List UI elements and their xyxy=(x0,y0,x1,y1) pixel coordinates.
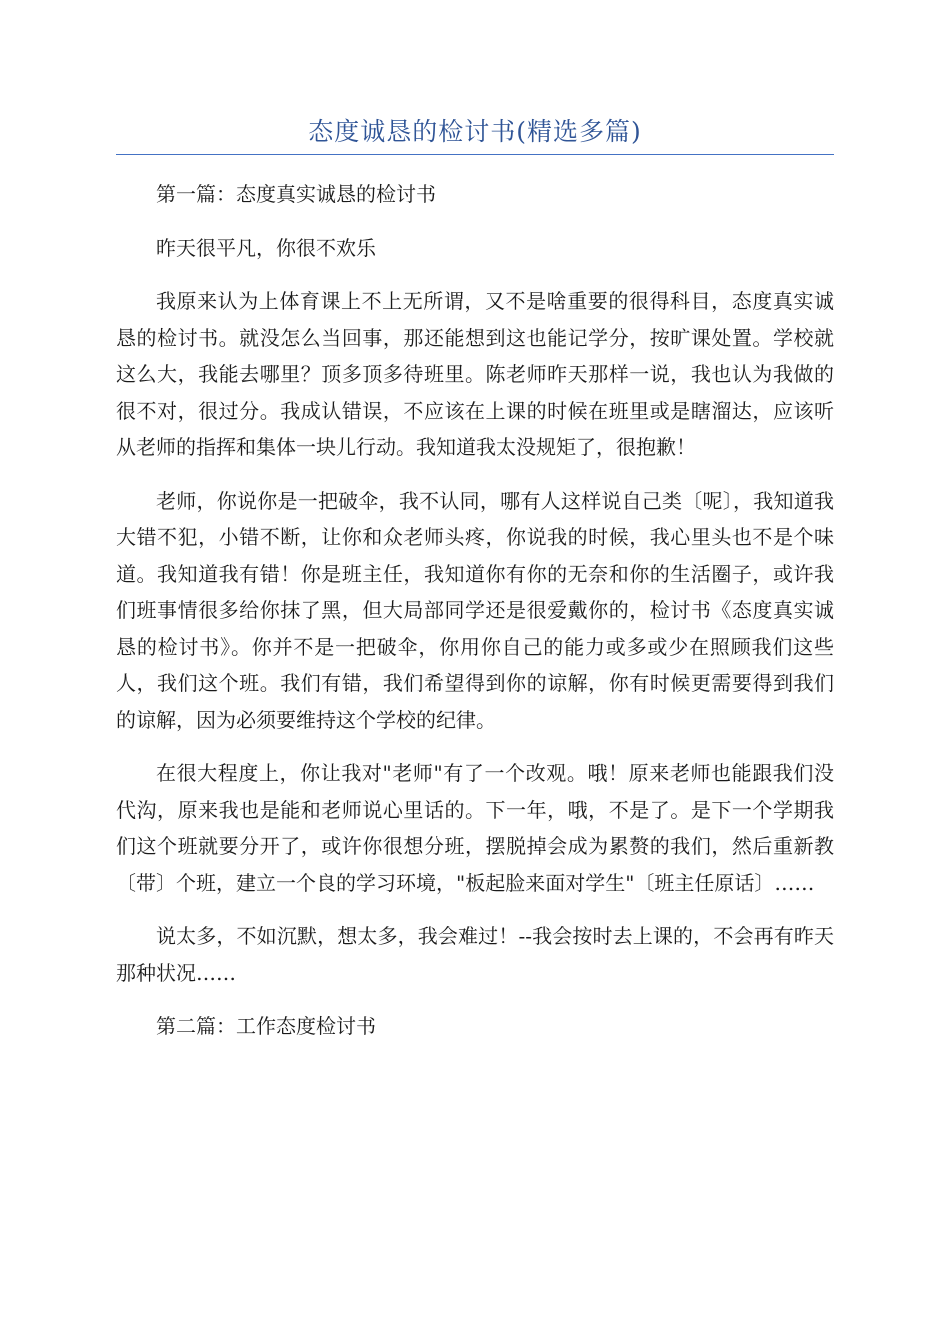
section-heading-1: 第一篇：态度真实诚恳的检讨书 xyxy=(156,182,436,206)
paragraph: 昨天很平凡，你很不欢乐 xyxy=(156,235,376,260)
document-title: 态度诚恳的检讨书(精选多篇) xyxy=(308,117,642,146)
paragraph: 老师，你说你是一把破伞，我不认同，哪有人这样说自己类〔呢〕，我知道我大错不犯，小错不断，让你和众老师头疼，你说我的时候，我心里头也不是个味道。我知道我有错！你是班主任，我知道你有你的无奈和你的生活圈子，或许我们班事情很多给你抹了黑，但大局部同学还是很爱戴你的，检讨书《态度真实诚恳的检讨书》。你并不是一把破伞，你用你自己的能力或多或少在照顾我们这些人，我们这个班。我们有错，我们希望得到你的谅解，你有时候更需要得到我们的谅解，因为必须要维持这个学校的纪律。 xyxy=(116,488,834,732)
paragraph: 说太多，不如沉默，想太多，我会难过！--我会按时去上课的，不会再有昨天那种状况…… xyxy=(116,924,834,985)
paragraph: 在很大程度上，你让我对"老师"有了一个改观。哦！原来老师也能跟我们没代沟，原来我也是能和老师说心里话的。下一年，哦，不是了。是下一个学期我们这个班就要分开了，或许你很想分班，摆脱掉会成为累赘的我们，然后重新教〔带〕个班，建立一个良的学习环境，"板起脸来面对学生"〔班主任原话〕…… xyxy=(116,761,834,895)
title-underline xyxy=(116,154,834,155)
document-body xyxy=(116,176,834,1062)
paragraph: 我原来认为上体育课上不上无所谓，又不是啥重要的很得科目，态度真实诚恳的检讨书。就没怎么当回事，那还能想到这也能记学分，按旷课处置。学校就这么大，我能去哪里？顶多顶多待班里。陈老师昨天那样一说，我也认为我做的很不对，很过分。我成认错误，不应该在上课的时候在班里或是瞎溜达，应该听从老师的指挥和集体一块儿行动。我知道我太没规矩了，很抱歉！ xyxy=(116,289,834,459)
section-heading-2: 第二篇：工作态度检讨书 xyxy=(156,1014,376,1038)
